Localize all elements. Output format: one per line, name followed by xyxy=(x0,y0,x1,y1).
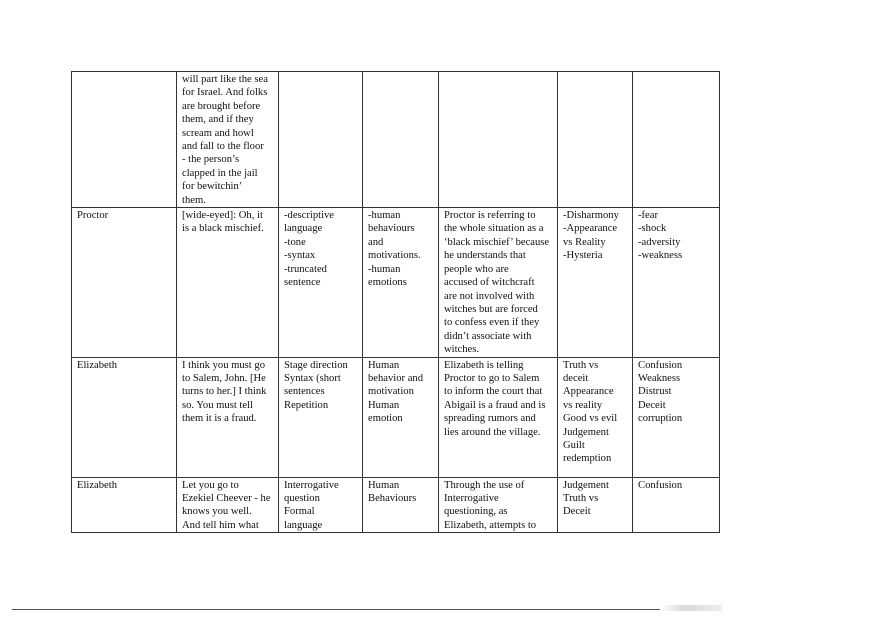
cell-text-line: the whole situation as a xyxy=(444,223,544,235)
cell-text-line: Elizabeth, attempts to xyxy=(444,519,537,531)
cell-text-line: scream and howl xyxy=(182,127,254,139)
cell-text-line: I think you must go xyxy=(182,359,265,371)
cell-text-line: are not involved with xyxy=(444,290,535,302)
cell-text-line: to Salem, John. [He xyxy=(182,372,266,384)
analysis-table-body xyxy=(72,72,720,533)
cell-text-line: and xyxy=(368,236,384,248)
cell-text-line: Elizabeth xyxy=(77,479,118,491)
concept-cell xyxy=(363,357,439,477)
quote-cell xyxy=(177,477,279,533)
quote-cell xyxy=(177,208,279,357)
cell-text-line: -Disharmony xyxy=(563,210,619,222)
cell-text-line: Stage direction xyxy=(284,359,348,371)
cell-text-line: Ezekiel Cheever - he xyxy=(182,492,271,504)
cell-text-line: Syntax (short xyxy=(284,372,341,384)
cell-text-line: vs reality xyxy=(563,399,603,411)
cell-text-line: ‘black mischief’ because xyxy=(444,236,550,248)
footer-rule xyxy=(12,609,660,610)
footer-faint-mark xyxy=(660,605,722,611)
cell-text-line: Human xyxy=(368,479,400,491)
cell-text-line: And tell him what xyxy=(182,519,259,531)
table-row xyxy=(72,477,720,533)
technique-cell xyxy=(279,357,363,477)
cell-text-line: spreading rumors and xyxy=(444,413,536,425)
cell-text-line: -adversity xyxy=(638,236,681,248)
concept-cell xyxy=(363,477,439,533)
cell-text-line: them, and if they xyxy=(182,114,254,126)
theme-cell xyxy=(558,208,633,357)
cell-text-line: motivation xyxy=(368,386,414,398)
cell-text-line: -shock xyxy=(638,223,667,235)
cell-text-line: motivations. xyxy=(368,250,421,262)
cell-text-line: and fall to the floor xyxy=(182,141,264,153)
character-cell xyxy=(72,477,177,533)
analysis-table xyxy=(71,71,720,533)
quote-cell xyxy=(177,72,279,208)
table-row xyxy=(72,208,720,357)
character-cell xyxy=(72,357,177,477)
cell-text-line: behaviours xyxy=(368,223,415,235)
cell-text-line: Judgement xyxy=(563,426,609,438)
cell-text-line: deceit xyxy=(563,372,589,384)
cell-text-line: accused of witchcraft xyxy=(444,277,535,289)
cell-text-line: -descriptive xyxy=(284,210,335,222)
cell-text-line: -fear xyxy=(638,210,658,222)
cell-text-line: Deceit xyxy=(638,399,666,411)
cell-text-line: Let you go to xyxy=(182,479,239,491)
cell-text-line: them it is a fraud. xyxy=(182,413,257,425)
cell-text-line: witches. xyxy=(444,344,480,356)
cell-text-line: Human xyxy=(368,359,400,371)
cell-text-line: knows you well. xyxy=(182,506,252,518)
cell-text-line: witches but are forced xyxy=(444,303,538,315)
cell-text-line: Through the use of xyxy=(444,479,525,491)
table-row xyxy=(72,357,720,477)
cell-text-line: Weakness xyxy=(638,372,681,384)
technique-cell xyxy=(279,72,363,208)
cell-text-line: Judgement xyxy=(563,479,609,491)
cell-text-line: sentences xyxy=(284,386,325,398)
cell-text-line: people who are xyxy=(444,263,509,275)
cell-text-line: -Appearance xyxy=(563,223,618,235)
cell-text-line: turns to her.] I think xyxy=(182,386,267,398)
cell-text-line: Distrust xyxy=(638,386,672,398)
cell-text-line: Confusion xyxy=(638,359,683,371)
cell-text-line: Formal xyxy=(284,506,315,518)
emotion-cell xyxy=(633,357,720,477)
cell-text-line: Guilt xyxy=(563,439,585,451)
cell-text-line: sentence xyxy=(284,277,321,289)
cell-text-line: vs Reality xyxy=(563,236,606,248)
cell-text-line: -human xyxy=(368,263,401,275)
cell-text-line: Appearance xyxy=(563,386,614,398)
emotion-cell xyxy=(633,208,720,357)
cell-text-line: Interrogative xyxy=(444,492,499,504)
cell-text-line: to confess even if they xyxy=(444,317,540,329)
explanation-cell xyxy=(439,477,558,533)
cell-text-line: -human xyxy=(368,210,401,222)
cell-text-line: Proctor to go to Salem xyxy=(444,372,540,384)
character-cell xyxy=(72,208,177,357)
emotion-cell xyxy=(633,477,720,533)
cell-text-line: [wide-eyed]: Oh, it xyxy=(182,210,263,222)
concept-cell xyxy=(363,208,439,357)
cell-text-line: didn’t associate with xyxy=(444,330,532,342)
cell-text-line: Interrogative xyxy=(284,479,339,491)
character-cell xyxy=(72,72,177,208)
cell-text-line: them. xyxy=(182,194,206,206)
cell-text-line: Deceit xyxy=(563,506,591,518)
cell-text-line: Abigail is a fraud and is xyxy=(444,399,546,411)
cell-text-line: behavior and xyxy=(368,372,424,384)
cell-text-line: question xyxy=(284,492,320,504)
explanation-cell xyxy=(439,72,558,208)
cell-text-line: so. You must tell xyxy=(182,399,253,411)
cell-text-line: -syntax xyxy=(284,250,316,262)
theme-cell xyxy=(558,357,633,477)
cell-text-line: Behaviours xyxy=(368,492,417,504)
cell-text-line: Proctor is referring to xyxy=(444,210,536,222)
cell-text-line: emotion xyxy=(368,413,403,425)
cell-text-line: redemption xyxy=(563,453,612,465)
cell-text-line: language xyxy=(284,519,323,531)
quote-cell xyxy=(177,357,279,477)
theme-cell xyxy=(558,72,633,208)
cell-text-line: Elizabeth is telling xyxy=(444,359,524,371)
cell-text-line: -Hysteria xyxy=(563,250,603,262)
cell-text-line: emotions xyxy=(368,277,407,289)
cell-text-line: Confusion xyxy=(638,479,683,491)
theme-cell xyxy=(558,477,633,533)
concept-cell xyxy=(363,72,439,208)
cell-text-line: Proctor xyxy=(77,210,109,222)
cell-text-line: -tone xyxy=(284,236,306,248)
cell-text-line: lies around the village. xyxy=(444,426,541,438)
cell-text-line: for bewitchin’ xyxy=(182,181,243,193)
emotion-cell xyxy=(633,72,720,208)
cell-text-line: for Israel. And folks xyxy=(182,87,268,99)
cell-text-line: Repetition xyxy=(284,399,329,411)
cell-text-line: is a black mischief. xyxy=(182,223,264,235)
cell-text-line: -weakness xyxy=(638,250,683,262)
cell-text-line: language xyxy=(284,223,323,235)
explanation-cell xyxy=(439,357,558,477)
table-row xyxy=(72,72,720,208)
cell-text-line: will part like the sea xyxy=(182,74,268,85)
cell-text-line: Truth vs xyxy=(563,359,599,371)
cell-text-line: questioning, as xyxy=(444,506,508,518)
cell-text-line: he understands that xyxy=(444,250,526,262)
cell-text-line: corruption xyxy=(638,413,683,425)
cell-text-line: clapped in the jail xyxy=(182,167,258,179)
cell-text-line: Good vs evil xyxy=(563,413,618,425)
technique-cell xyxy=(279,477,363,533)
cell-text-line: Human xyxy=(368,399,400,411)
cell-text-line: are brought before xyxy=(182,100,261,112)
technique-cell xyxy=(279,208,363,357)
cell-text-line: Truth vs xyxy=(563,492,599,504)
cell-text-line: Elizabeth xyxy=(77,359,118,371)
cell-text-line: to inform the court that xyxy=(444,386,543,398)
cell-text-line: - the person’s xyxy=(182,154,240,166)
cell-text-line: -truncated xyxy=(284,263,327,275)
explanation-cell xyxy=(439,208,558,357)
